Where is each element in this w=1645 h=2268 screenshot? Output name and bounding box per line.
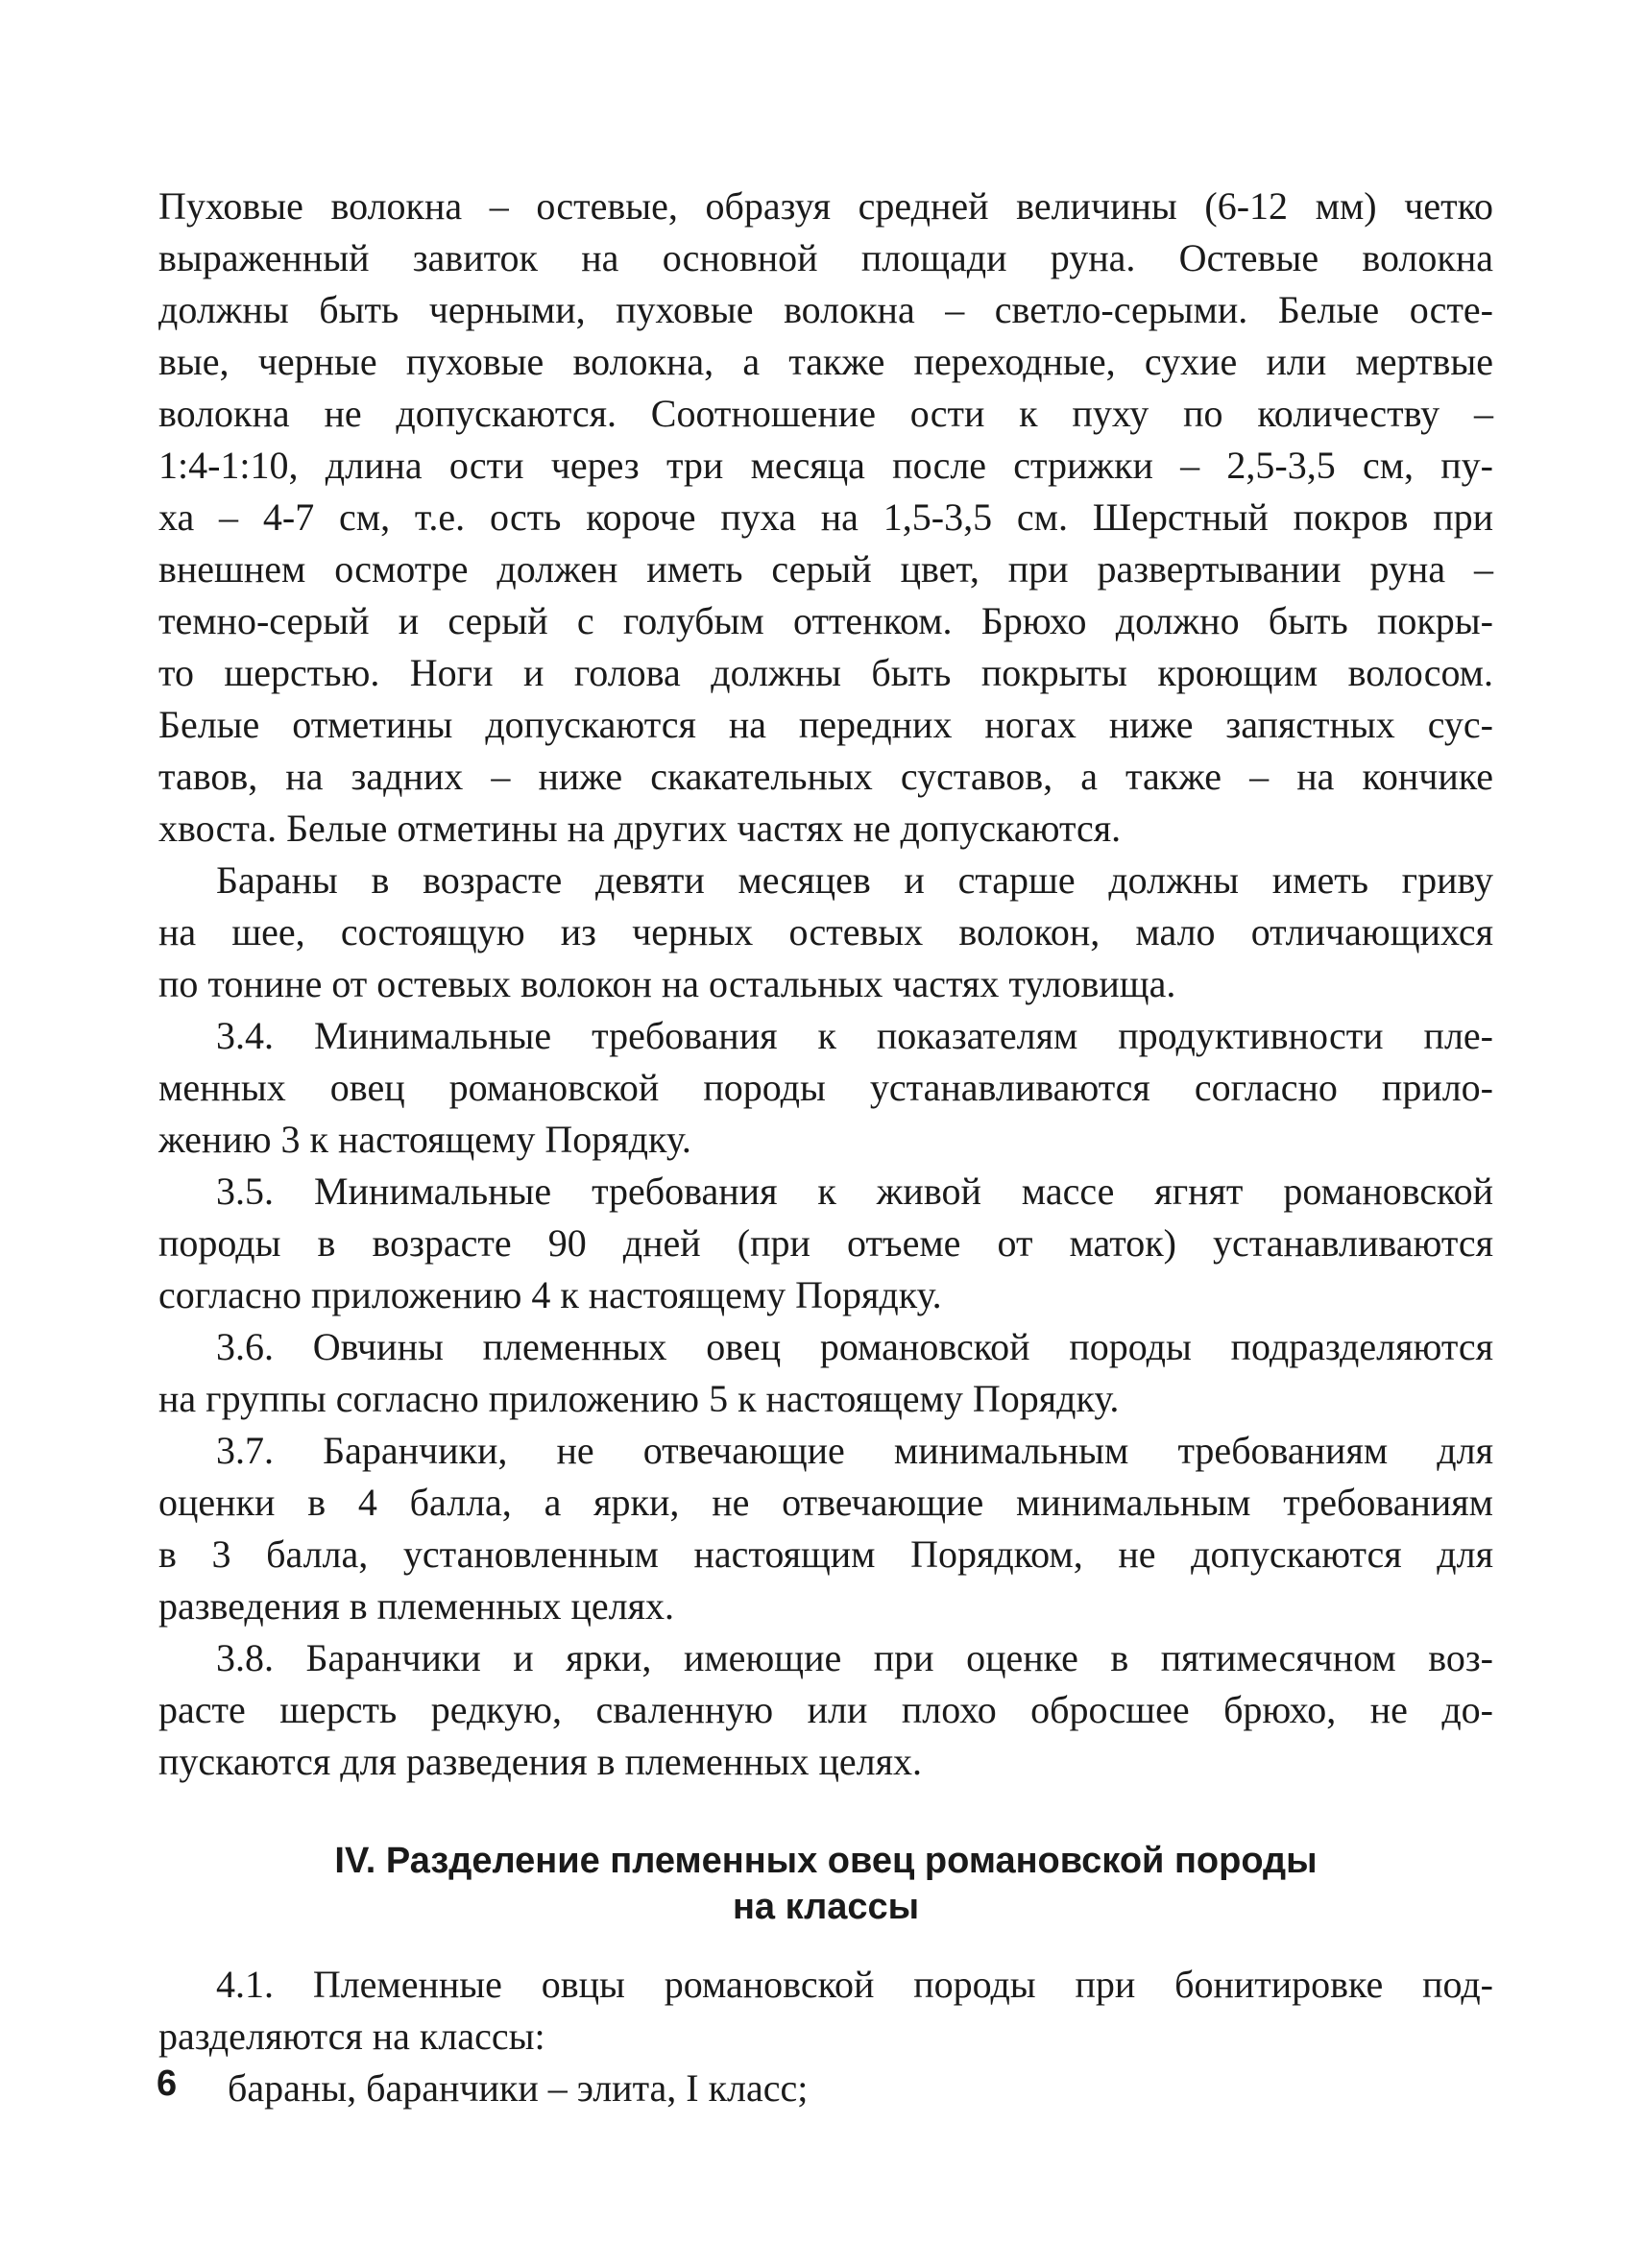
page-number: 6 <box>157 2063 178 2104</box>
section-heading-line: на классы <box>732 1887 920 1927</box>
section-heading-line: IV. Разделение племенных овец романовской породы <box>334 1841 1318 1881</box>
text-line: оценки в 4 балла, а ярки, не отвечающие минимальным требованиям <box>158 1481 1493 1524</box>
text-line: темно-серый и серый с голубым оттенком. Брюхо должно быть покры- <box>158 599 1493 642</box>
paragraph-3-8 <box>158 1632 1493 1788</box>
text-line: тавов, на задних – ниже скакательных суставов, а также – на кончике <box>158 755 1493 798</box>
paragraph-4-1 <box>158 1959 1493 2063</box>
text-line: по тонине от остевых волокон на остальных частях туловища. <box>158 962 1176 1005</box>
text-line: менных овец романовской породы устанавливаются согласно прило- <box>158 1066 1493 1109</box>
paragraph-3-7 <box>158 1425 1493 1632</box>
text-line: выраженный завиток на основной площади руна. Остевые волокна <box>158 236 1493 279</box>
text-line: Пуховые волокна – остевые, образуя средней величины (6-12 мм) четко <box>158 184 1493 228</box>
text-line: жению 3 к настоящему Порядку. <box>158 1118 691 1161</box>
text-line: волокна не допускаются. Соотношение ости к пуху по количеству – <box>158 392 1493 435</box>
paragraph-fleece-description <box>158 181 1493 855</box>
paragraph-3-4 <box>158 1010 1493 1166</box>
text-line: 3.8. Баранчики и ярки, имеющие при оценке в пятимесячном воз- <box>216 1636 1493 1679</box>
page-content <box>158 181 1493 2114</box>
text-line: расте шерсть редкую, сваленную или плохо обросшее брюхо, не до- <box>158 1688 1493 1731</box>
text-line: на шее, состоящую из черных остевых волокон, мало отличающихся <box>158 910 1493 953</box>
section-heading <box>158 1838 1493 1930</box>
text-line: хвоста. Белые отметины на других частях не допускаются. <box>158 807 1122 850</box>
text-line: Бараны в возрасте девяти месяцев и старше должны иметь гриву <box>216 858 1493 902</box>
paragraph-3-5 <box>158 1166 1493 1321</box>
text-line: в 3 балла, установленным настоящим Порядком, не допускаются для <box>158 1532 1493 1576</box>
text-line: Белые отметины допускаются на передних ногах ниже запястных сус- <box>158 703 1493 746</box>
text-line: на группы согласно приложению 5 к настоящему Порядку. <box>158 1377 1120 1420</box>
text-line: согласно приложению 4 к настоящему Порядку. <box>158 1273 942 1316</box>
text-line: 4.1. Племенные овцы романовской породы при бонитировке под- <box>216 1963 1493 2006</box>
paragraph-rams-mane <box>158 855 1493 1010</box>
text-line: разделяются на классы: <box>158 2015 545 2058</box>
text-line: 3.6. Овчины племенных овец романовской породы подразделяются <box>216 1325 1493 1368</box>
text-line: разведения в племенных целях. <box>158 1584 675 1628</box>
text-line: 3.5. Минимальные требования к живой массе ягнят романовской <box>216 1170 1493 1213</box>
text-line: породы в возрасте 90 дней (при отъеме от маток) устанавливаются <box>158 1221 1493 1265</box>
text-line: внешнем осмотре должен иметь серый цвет, при развертывании руна – <box>158 547 1493 591</box>
text-line: 1:4-1:10, длина ости через три месяца после стрижки – 2,5-3,5 см, пу- <box>158 444 1493 487</box>
paragraph-class-list <box>158 2063 1493 2114</box>
text-line: вые, черные пуховые волокна, а также переходные, сухие или мертвые <box>158 340 1493 383</box>
text-line: 3.7. Баранчики, не отвечающие минимальным требованиям для <box>216 1429 1493 1472</box>
text-line: бараны, баранчики – элита, I класс; <box>228 2066 809 2110</box>
text-line: то шерстью. Ноги и голова должны быть покрыты кроющим волосом. <box>158 651 1493 694</box>
paragraph-3-6 <box>158 1321 1493 1425</box>
text-line: 3.4. Минимальные требования к показателям продуктивности пле- <box>216 1014 1493 1057</box>
text-line: пускаются для разведения в племенных целях. <box>158 1740 922 1783</box>
text-line: должны быть черными, пуховые волокна – светло-серыми. Белые осте- <box>158 288 1493 331</box>
text-line: ха – 4-7 см, т.е. ость короче пуха на 1,5-3,5 см. Шерстный покров при <box>158 495 1493 539</box>
